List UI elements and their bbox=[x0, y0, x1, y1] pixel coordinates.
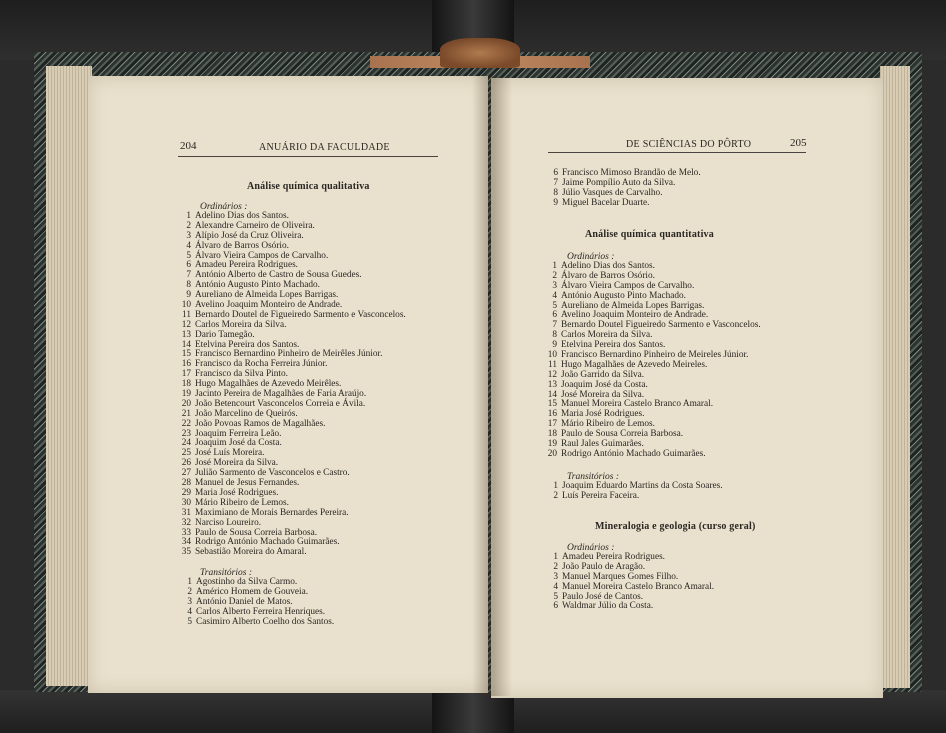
left-ordinarios-label: Ordinários : bbox=[200, 202, 248, 212]
item-name: Francisco da Silva Pinto. bbox=[195, 369, 288, 380]
item-number: 21 bbox=[181, 408, 191, 419]
item-name: Mário Ribeiro de Lemos. bbox=[195, 497, 289, 508]
item-name: João Povoas Ramos de Magalhães. bbox=[195, 418, 326, 429]
item-number: 1 bbox=[553, 481, 558, 491]
list-item bbox=[178, 548, 406, 558]
item-name: Joaquim Eduardo Martins da Costa Soares. bbox=[562, 481, 723, 491]
left-ordinarios-list bbox=[178, 212, 406, 558]
right-section2-ordinarios-label: Ordinários : bbox=[567, 252, 615, 262]
item-number: 2 bbox=[553, 561, 558, 572]
item-number: 12 bbox=[181, 319, 191, 330]
item-number: 4 bbox=[186, 240, 191, 251]
item-number: 10 bbox=[181, 300, 191, 311]
right-page-number: 205 bbox=[790, 137, 807, 149]
item-number: 1 bbox=[186, 211, 191, 221]
item-number: 3 bbox=[552, 280, 557, 291]
item-number: 16 bbox=[181, 359, 191, 370]
item-name: Alípio José da Cruz Oliveira. bbox=[195, 230, 304, 241]
item-number: 15 bbox=[181, 349, 191, 360]
right-section2-ordinarios-list bbox=[544, 262, 761, 460]
right-section2-title: Análise química quantitativa bbox=[585, 229, 714, 240]
item-name: Francisco Mimoso Brandão de Melo. bbox=[562, 168, 701, 178]
item-number: 28 bbox=[181, 478, 191, 489]
right-section3-ordinarios-label: Ordinários : bbox=[567, 543, 615, 553]
item-number: 26 bbox=[181, 458, 191, 469]
item-name: Joaquim José da Costa. bbox=[561, 379, 648, 390]
item-name: Carlos Moreira da Silva. bbox=[195, 319, 287, 330]
item-number: 2 bbox=[553, 490, 558, 501]
item-number: 7 bbox=[552, 320, 557, 331]
item-number: 25 bbox=[181, 448, 191, 459]
item-name: António Alberto de Castro de Sousa Guedes. bbox=[195, 270, 362, 281]
item-name: Etelvina Pereira dos Santos. bbox=[561, 340, 666, 351]
item-name: José Moreira da Silva. bbox=[195, 458, 279, 469]
item-name: Álvaro Vieira Campos de Carvalho. bbox=[561, 280, 695, 291]
right-running-head: DE SCIÊNCIAS DO PÔRTO bbox=[626, 139, 752, 150]
item-number: 33 bbox=[181, 527, 191, 538]
item-number: 16 bbox=[547, 409, 557, 420]
left-section-title: Análise química qualitativa bbox=[247, 181, 370, 192]
item-name: Bernardo Doutel de Figueiredo Sarmento e Vasconcelos. bbox=[195, 309, 406, 320]
item-number: 3 bbox=[553, 571, 558, 582]
item-name: Amadeu Pereira Rodrigues. bbox=[195, 260, 299, 271]
item-number: 2 bbox=[186, 220, 191, 231]
item-number: 4 bbox=[552, 290, 557, 301]
item-number: 22 bbox=[181, 418, 191, 429]
item-number: 23 bbox=[181, 428, 191, 439]
item-number: 4 bbox=[187, 606, 192, 617]
list-item bbox=[546, 492, 723, 502]
item-number: 12 bbox=[547, 369, 557, 380]
item-number: 8 bbox=[552, 330, 557, 341]
item-number: 9 bbox=[186, 290, 191, 301]
item-name: João Paulo de Aragão. bbox=[562, 561, 646, 572]
item-number: 18 bbox=[547, 429, 557, 440]
item-name: Waldmar Júlio da Costa. bbox=[562, 601, 654, 612]
item-name: Américo Homem de Gouveia. bbox=[196, 586, 309, 597]
item-number: 1 bbox=[552, 261, 557, 271]
item-number: 5 bbox=[186, 250, 191, 261]
item-name: António Augusto Pinto Machado. bbox=[195, 280, 320, 291]
item-name: Maria José Rodrigues. bbox=[195, 487, 279, 498]
item-name: Maria José Rodrigues. bbox=[561, 409, 645, 420]
item-number: 9 bbox=[552, 340, 557, 351]
item-number: 18 bbox=[181, 379, 191, 390]
item-name: Narciso Loureiro. bbox=[195, 517, 262, 528]
item-name: Álvaro Vieira Campos de Carvalho. bbox=[195, 250, 329, 261]
item-name: José Luís Moreira. bbox=[195, 448, 265, 459]
item-name: Manuel Moreira Castelo Branco Amaral. bbox=[561, 399, 714, 410]
item-name: Amadeu Pereira Rodrigues. bbox=[562, 552, 666, 562]
item-name: Adelino Dias dos Santos. bbox=[561, 261, 655, 271]
item-number: 7 bbox=[186, 270, 191, 281]
item-number: 5 bbox=[552, 300, 557, 311]
item-number: 14 bbox=[547, 389, 557, 400]
right-section2-transitorios-list bbox=[546, 482, 723, 502]
book-gutter bbox=[472, 76, 512, 696]
item-number: 11 bbox=[182, 309, 191, 320]
item-number: 2 bbox=[552, 270, 557, 281]
item-number: 14 bbox=[181, 339, 191, 350]
item-number: 2 bbox=[187, 586, 192, 597]
left-running-head: ANUÁRIO DA FACULDADE bbox=[259, 142, 390, 153]
item-number: 6 bbox=[552, 310, 557, 321]
item-number: 30 bbox=[181, 497, 191, 508]
item-number: 8 bbox=[553, 187, 558, 198]
right-section3-ordinarios-list bbox=[546, 553, 714, 612]
item-number: 29 bbox=[181, 487, 191, 498]
item-number: 10 bbox=[547, 350, 557, 361]
item-number: 15 bbox=[547, 399, 557, 410]
item-number: 31 bbox=[181, 507, 191, 518]
item-name: António Daniel de Matos. bbox=[196, 596, 293, 607]
item-name: Júlio Vasques de Carvalho. bbox=[562, 187, 663, 198]
item-name: Álvaro de Barros Osório. bbox=[195, 240, 289, 251]
item-name: Joaquim Ferreira Leão. bbox=[195, 428, 282, 439]
item-name: Adelino Dias dos Santos. bbox=[195, 211, 289, 221]
item-number: 27 bbox=[181, 468, 191, 479]
item-name: Jacinto Pereira de Magalhães de Faria Araújo. bbox=[195, 389, 367, 400]
item-name: Paulo José de Cantos. bbox=[562, 591, 644, 602]
item-name: Julião Sarmento de Vasconcelos e Castro. bbox=[195, 468, 350, 479]
item-number: 7 bbox=[553, 177, 558, 188]
item-name: Agostinho da Silva Carmo. bbox=[196, 577, 298, 587]
item-name: Aureliano de Almeida Lopes Barrigas. bbox=[195, 290, 339, 301]
item-number: 20 bbox=[547, 448, 557, 459]
left-header-rule bbox=[178, 156, 438, 157]
item-name: Luís Pereira Faceira. bbox=[562, 490, 640, 501]
item-number: 6 bbox=[553, 601, 558, 612]
item-name: Francisco Bernardino Pinheiro de Meireles Júnior. bbox=[561, 350, 749, 361]
item-name: José Moreira da Silva. bbox=[561, 389, 645, 400]
item-name: Francisco Bernardino Pinheiro de Meirêles Júnior. bbox=[195, 349, 383, 360]
item-number: 5 bbox=[553, 591, 558, 602]
item-name: Sebastião Moreira do Amaral. bbox=[195, 547, 307, 558]
item-name: Joaquim José da Costa. bbox=[195, 438, 282, 449]
left-transitorios-label: Transitórios : bbox=[200, 568, 253, 578]
item-name: Dario Tamegão. bbox=[195, 329, 255, 340]
page-edges-right bbox=[880, 66, 910, 688]
item-number: 6 bbox=[553, 168, 558, 178]
item-number: 3 bbox=[186, 230, 191, 241]
item-name: João Garrido da Silva. bbox=[561, 369, 645, 380]
item-name: Mário Ribeiro de Lemos. bbox=[561, 419, 655, 430]
item-name: Jaime Pompílio Auto da Silva. bbox=[562, 177, 676, 188]
item-name: Maximiano de Morais Bernardes Pereira. bbox=[195, 507, 349, 518]
item-name: Manuel Marques Gomes Filho. bbox=[562, 571, 679, 582]
item-name: Bernardo Doutel Figueiredo Sarmento e Vasconcelos. bbox=[561, 320, 761, 331]
list-item bbox=[546, 602, 714, 612]
item-name: Avelino Joaquim Monteiro de Andrade. bbox=[195, 300, 343, 311]
item-number: 13 bbox=[547, 379, 557, 390]
right-section2-transitorios-label: Transitórios : bbox=[567, 472, 620, 482]
list-item bbox=[544, 450, 761, 460]
item-number: 3 bbox=[187, 596, 192, 607]
item-name: Aureliano de Almeida Lopes Barrigas. bbox=[561, 300, 705, 311]
item-number: 4 bbox=[553, 581, 558, 592]
item-number: 11 bbox=[548, 359, 557, 370]
item-name: Etelvina Pereira dos Santos. bbox=[195, 339, 300, 350]
item-name: Rodrigo António Machado Guimarães. bbox=[561, 448, 706, 459]
item-name: Miguel Bacelar Duarte. bbox=[562, 197, 650, 208]
item-number: 5 bbox=[187, 616, 192, 627]
item-name: João Betencourt Vasconcelos Correia e Ávila. bbox=[195, 398, 366, 409]
item-name: Manuel de Jesus Fernandes. bbox=[195, 478, 300, 489]
item-number: 34 bbox=[181, 537, 191, 548]
left-page-number: 204 bbox=[180, 140, 197, 152]
item-name: Carlos Moreira da Silva. bbox=[561, 330, 653, 341]
item-name: Hugo Magalhães de Azevedo Meirêles. bbox=[195, 379, 342, 390]
item-number: 13 bbox=[181, 329, 191, 340]
item-name: Hugo Magalhães de Azevedo Meireles. bbox=[561, 359, 708, 370]
item-number: 8 bbox=[186, 280, 191, 291]
item-name: João Marcelino de Queirós. bbox=[195, 408, 298, 419]
item-number: 6 bbox=[186, 260, 191, 271]
item-number: 17 bbox=[181, 369, 191, 380]
item-name: Manuel Moreira Castelo Branco Amaral. bbox=[562, 581, 715, 592]
item-number: 17 bbox=[547, 419, 557, 430]
item-number: 9 bbox=[553, 197, 558, 208]
item-number: 32 bbox=[181, 517, 191, 528]
item-name: Avelino Joaquim Monteiro de Andrade. bbox=[561, 310, 709, 321]
item-name: Casimiro Alberto Coelho dos Santos. bbox=[196, 616, 335, 627]
right-continued-list bbox=[546, 169, 701, 209]
item-number: 19 bbox=[181, 389, 191, 400]
list-item bbox=[180, 618, 334, 628]
headband bbox=[440, 38, 520, 68]
list-item bbox=[546, 199, 701, 209]
item-number: 35 bbox=[181, 547, 191, 558]
right-section3-title: Mineralogia e geologia (curso geral) bbox=[595, 521, 756, 532]
item-name: Álvaro de Barros Osório. bbox=[561, 270, 655, 281]
left-transitorios-list bbox=[180, 578, 334, 627]
item-number: 24 bbox=[181, 438, 191, 449]
item-name: Paulo de Sousa Correia Barbosa. bbox=[561, 429, 684, 440]
item-name: Carlos Alberto Ferreira Henriques. bbox=[196, 606, 326, 617]
page-edges-left bbox=[46, 66, 92, 686]
item-name: Alexandre Carneiro de Oliveira. bbox=[195, 220, 315, 231]
item-number: 1 bbox=[553, 552, 558, 562]
item-name: António Augusto Pinto Machado. bbox=[561, 290, 686, 301]
item-number: 20 bbox=[181, 398, 191, 409]
item-number: 1 bbox=[187, 577, 192, 587]
item-name: Paulo de Sousa Correia Barbosa. bbox=[195, 527, 318, 538]
item-name: Raul Jales Guimarães. bbox=[561, 439, 644, 450]
item-number: 19 bbox=[547, 439, 557, 450]
item-name: Rodrigo António Machado Guimarães. bbox=[195, 537, 340, 548]
right-header-rule bbox=[548, 152, 806, 153]
item-name: Francisco da Rocha Ferreira Júnior. bbox=[195, 359, 328, 370]
